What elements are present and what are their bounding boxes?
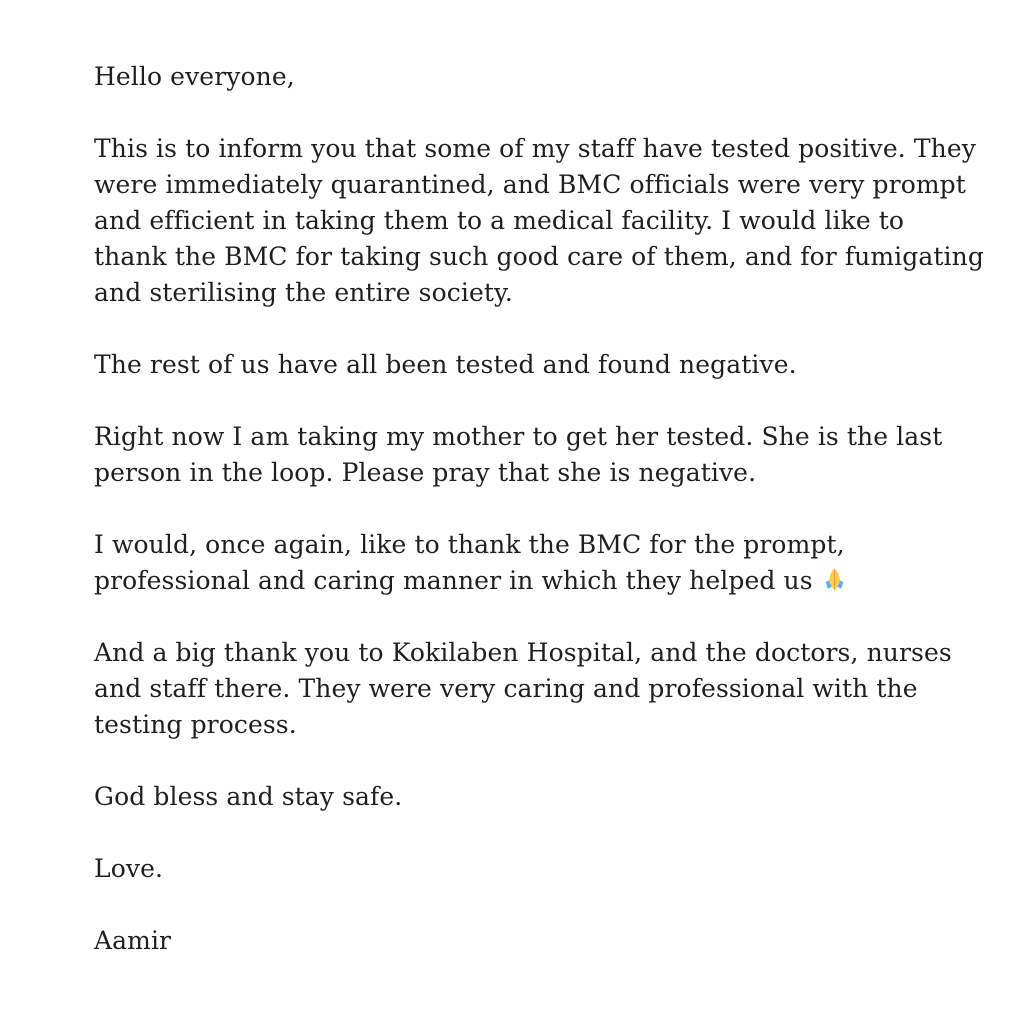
paragraph-blessing [94, 779, 964, 815]
text-line: I would, once again, like to thank the BMC for the prompt, [94, 530, 845, 559]
paragraph-staff-tested [94, 131, 984, 311]
paragraph-rest-negative [94, 347, 964, 383]
paragraph-signature [94, 923, 964, 959]
text-line: and staff there. They were very caring and professional with the [94, 674, 918, 703]
text-line: person in the loop. Please pray that she is negative. [94, 458, 757, 487]
text-line: And a big thank you to Kokilaben Hospital, and the doctors, nurses [94, 638, 952, 667]
paragraph-signoff [94, 851, 964, 887]
paragraph-greeting [94, 59, 964, 95]
text-line: and sterilising the entire society. [94, 278, 513, 307]
text-line: This is to inform you that some of my staff have tested positive. They [94, 134, 976, 163]
text-line: were immediately quarantined, and BMC officials were very prompt [94, 170, 966, 199]
text-line-content: professional and caring manner in which they helped us [94, 566, 813, 595]
text-line: and efficient in taking them to a medical facility. I would like to [94, 206, 905, 235]
text-line [94, 563, 964, 599]
folded-hands-emoji [821, 567, 848, 594]
text-line: God bless and stay safe. [94, 782, 403, 811]
signature-name: Aamir [94, 926, 172, 955]
text-line: The rest of us have all been tested and found negative. [94, 350, 797, 379]
paragraph-mother [94, 419, 964, 491]
text-line: thank the BMC for taking such good care of them, and for fumigating [94, 242, 984, 271]
text-line: testing process. [94, 710, 297, 739]
paragraph-thanks-bmc [94, 527, 964, 599]
text-line: Right now I am taking my mother to get her tested. She is the last [94, 422, 943, 451]
paragraph-thanks-hospital [94, 635, 964, 743]
text-line: Love. [94, 854, 164, 883]
text-line: Hello everyone, [94, 62, 295, 91]
